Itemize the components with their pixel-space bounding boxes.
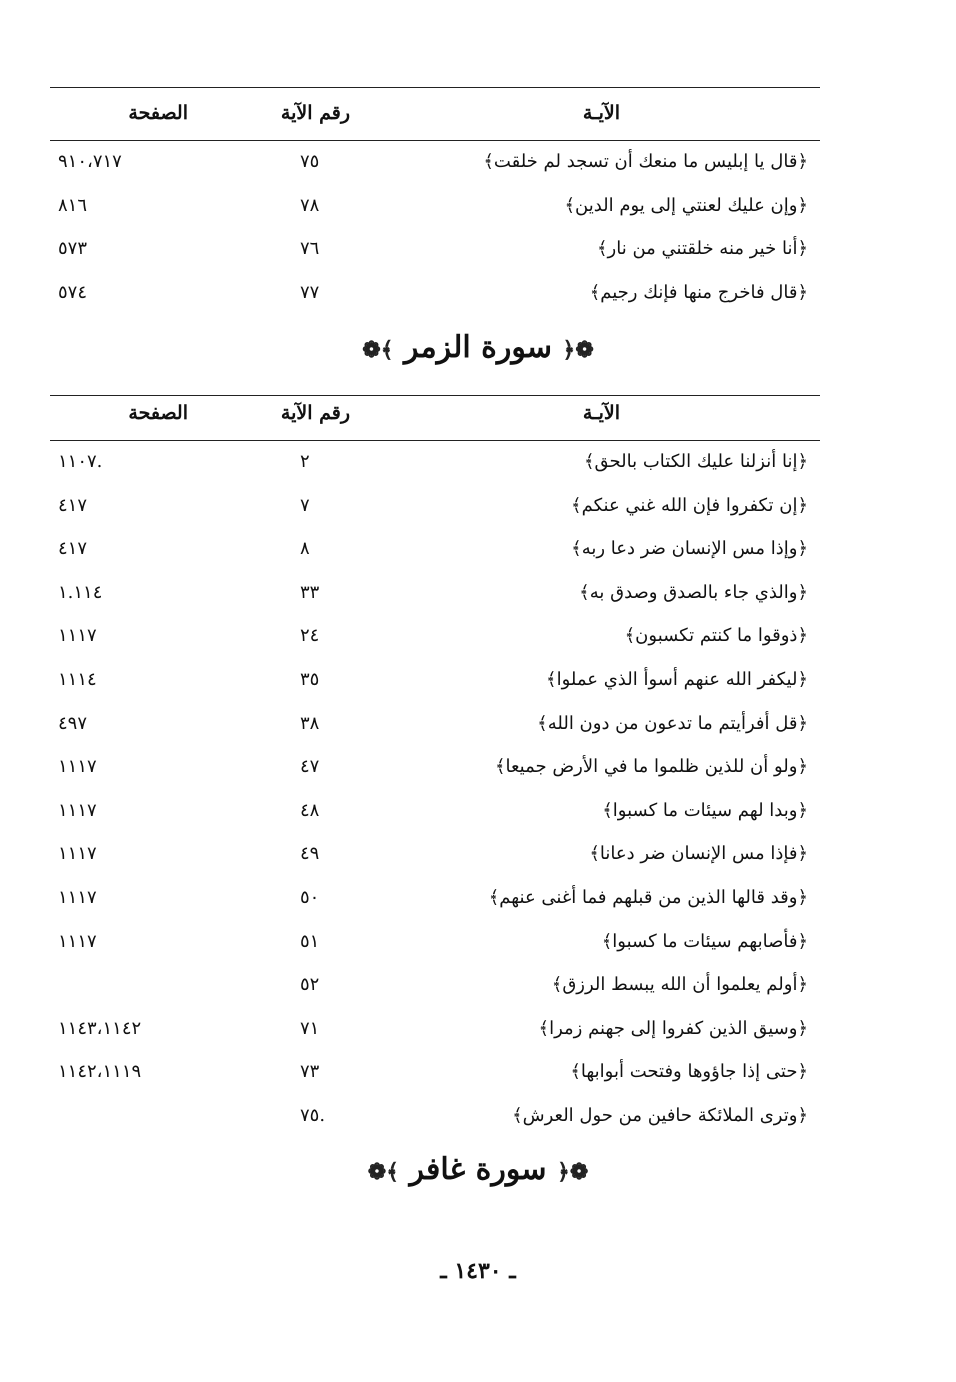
page-ref: ١١٤٢،١١١٩ (58, 1061, 142, 1083)
verse-text: ﴿قال يا إبليس ما منعك أن تسجد لم خلقت﴾ (483, 151, 808, 172)
header-verse: الآيـة (582, 102, 620, 124)
verse-number: ٨ (300, 538, 310, 560)
verse-text: ﴿أولم يعلموا أن الله يبسط الرزق﴾ (551, 974, 808, 996)
page-ref: ١.١١٤ (58, 581, 103, 603)
verse-number: ٢٤ (300, 625, 320, 647)
verse-number: ٣٨ (300, 712, 320, 734)
table-row (50, 921, 820, 965)
verse-text: ﴿وإذا مس الإنسان ضر دعا ربه﴾ (571, 538, 808, 560)
header-verse: الآيـة (582, 402, 620, 424)
verse-text: ﴿إنا أنزلنا عليك الكتاب بالحق﴾ (583, 451, 808, 472)
verse-text: ﴿قل أفرأيتم ما تدعون من دون الله﴾ (537, 712, 808, 734)
table-row (50, 659, 820, 703)
table-row (50, 746, 820, 790)
table-row (50, 964, 820, 1008)
verse-number: ٥٢ (300, 974, 320, 996)
verse-text: ﴿ذوقوا ما كنتم تكسبون﴾ (624, 625, 808, 647)
verse-text: ﴿وإن عليك لعنتي إلى يوم الدين﴾ (564, 194, 808, 216)
verse-text: ﴿وسيق الذين كفروا إلى جهنم زمرا﴾ (538, 1017, 808, 1039)
table-header (50, 388, 820, 441)
verse-number: ٤٧ (300, 756, 320, 778)
verse-text: ﴿فأصابهم سيئات ما كسبوا﴾ (601, 930, 808, 952)
verse-text: ﴿وترى الملائكة حافين من حول العرش﴾ (512, 1104, 808, 1126)
ornament-icon: ﴾❁ (362, 337, 394, 363)
verse-text: ﴿قال فاخرج منها فإنك رجيم﴾ (589, 281, 808, 303)
surah-heading-ghafir (0, 1152, 956, 1187)
verse-number: ٤٨ (300, 799, 320, 821)
page-ref: ٨١٦ (58, 194, 88, 216)
ornament-icon: ﴾❁ (367, 1159, 400, 1185)
page-ref: ٥٧٣ (58, 238, 88, 260)
verse-number: ٣٥ (300, 668, 320, 690)
verse-number: .٧٥ (300, 1104, 326, 1126)
page-ref: ١١١٧ (58, 625, 97, 647)
table-row (50, 272, 820, 316)
table-row (50, 485, 820, 529)
verse-text: ﴿أنا خير منه خلقتني من نار﴾ (597, 238, 808, 260)
page-ref: ٤٩٧ (58, 712, 88, 734)
table-row (50, 1051, 820, 1095)
header-verse-number: رقم الآية (280, 102, 350, 124)
verse-table-1 (50, 88, 820, 315)
table-row (50, 1008, 820, 1052)
ornament-icon: ❁﴿ (562, 337, 594, 363)
table-row (50, 615, 820, 659)
page-ref: ٤١٧ (58, 494, 88, 516)
table-row (50, 141, 820, 185)
table-header (50, 88, 820, 141)
page-number: ـ ١٤٣٠ ـ (440, 1258, 516, 1284)
page-ref: ٩١٠،٧١٧ (58, 151, 122, 172)
page-ref: .١١٠٧ (58, 451, 103, 472)
page-ref: ١١١٧ (58, 930, 97, 952)
ornament-icon: ❁﴿ (556, 1159, 589, 1185)
verse-number: ٣٣ (300, 581, 320, 603)
page-ref: ٤١٧ (58, 538, 88, 560)
verse-number: ٧٣ (300, 1061, 320, 1083)
page-ref: ١١١٧ (58, 756, 97, 778)
verse-number: ٧٨ (300, 194, 320, 216)
verse-text: ﴿ليكفر الله عنهم أسوأ الذي عملوا﴾ (546, 668, 808, 690)
verse-number: ٥٠ (300, 886, 320, 908)
header-page: الصفحة (128, 402, 188, 424)
verse-text: ﴿ولو أن للذين ظلموا ما في الأرض جميعا﴾ (494, 756, 808, 778)
table-row (50, 877, 820, 921)
verse-text: ﴿والذي جاء بالصدق وصدق به﴾ (579, 581, 808, 603)
table-row (50, 572, 820, 616)
verse-text: ﴿إن تكفروا فإن الله غني عنكم﴾ (571, 494, 808, 516)
verse-number: ٧٦ (300, 238, 320, 260)
verse-text: ﴿وقد قالها الذين من قبلهم فما أغنى عنهم﴾ (488, 886, 808, 908)
verse-number: ٧٧ (300, 281, 320, 303)
surah-title: سورة الزمر (404, 330, 552, 365)
verse-text: ﴿فإذا مس الإنسان ضر دعانا﴾ (589, 843, 808, 865)
verse-number: ٧ (300, 494, 310, 516)
table-row (50, 185, 820, 229)
verse-number: ٧٥ (300, 151, 320, 172)
table-row (50, 833, 820, 877)
verse-number: ٥١ (300, 930, 320, 952)
table-row (50, 790, 820, 834)
header-page: الصفحة (128, 102, 188, 124)
page-ref: ١١١٤ (58, 668, 97, 690)
page-ref: ١١١٧ (58, 886, 97, 908)
surah-heading-zumar (0, 330, 956, 365)
verse-number: ٢ (300, 451, 310, 472)
page-ref: ١١١٧ (58, 843, 97, 865)
verse-number: ٤٩ (300, 843, 320, 865)
table-row (50, 528, 820, 572)
table-row (50, 1095, 820, 1139)
surah-title: سورة غافر (409, 1152, 547, 1187)
verse-number: ٧١ (300, 1017, 320, 1039)
page-ref: ٥٧٤ (58, 281, 88, 303)
header-verse-number: رقم الآية (280, 402, 350, 424)
verse-table-2 (50, 388, 820, 1139)
verse-text: ﴿وبدا لهم سيئات ما كسبوا﴾ (602, 799, 808, 821)
verse-text: ﴿حتى إذا جاؤوها وفتحت أبوابها﴾ (570, 1061, 808, 1083)
page-ref: ١١١٧ (58, 799, 97, 821)
table-row (50, 703, 820, 747)
page-ref: ١١٤٣،١١٤٢ (58, 1017, 142, 1039)
table-row (50, 228, 820, 272)
table-row (50, 441, 820, 485)
